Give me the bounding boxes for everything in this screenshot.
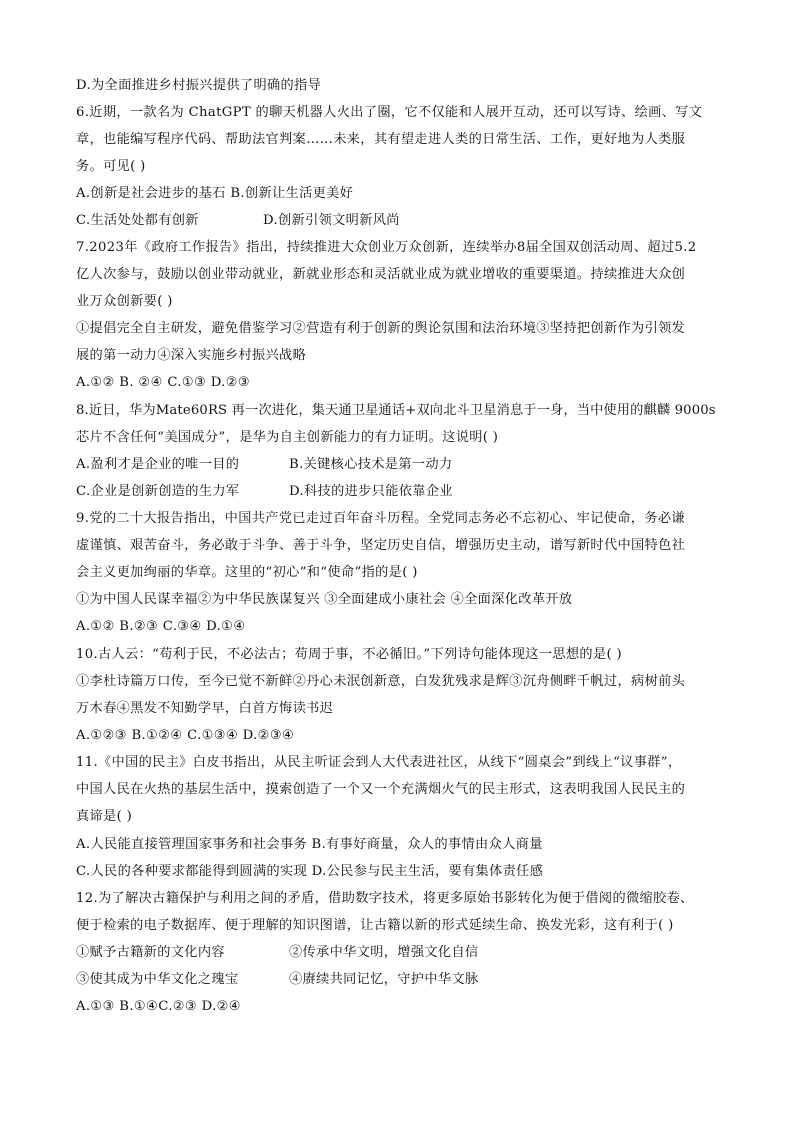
q7-items-line-2: 展的第一动力④深入实施乡村振兴战略 xyxy=(76,348,307,363)
q9-items: ①为中国人民谋幸福②为中华民族谋复兴 ③全面建成小康社会 ④全面深化改革开放 xyxy=(76,592,573,607)
q12-items-row-2 xyxy=(76,971,479,989)
q10-items-line-1: ①李杜诗篇万口传，至今已觉不新鲜②丹心未泯创新意，白发犹残求是辉③沉舟侧畔千帆过，病树前头 xyxy=(76,674,686,689)
q12-item-3: ③使其成为中华文化之瑰宝 xyxy=(76,972,239,987)
q8-options-row-1 xyxy=(76,456,453,474)
q6-options-row-2 xyxy=(76,212,400,230)
q12-options: A.①③ B.①④C.②③ D.②④ xyxy=(76,999,241,1014)
q12-item-1: ①赋予古籍新的文化内容 xyxy=(76,945,225,960)
q11-options-row-1: A.人民能直接管理国家事务和社会事务 B.有事好商量，众人的事情由众人商量 xyxy=(76,837,543,852)
q12-item-4: ④赓续共同记忆，守护中华文脉 xyxy=(289,972,479,987)
q5-option-d: D.为全面推进乡村振兴提供了明确的指导 xyxy=(76,78,322,93)
q7-items-line-1: ①提倡完全自主研发，避免借鉴学习②营造有利于创新的舆论氛围和法治环境③坚持把创新作为引领发 xyxy=(76,321,686,336)
q6-option-c: C.生活处处都有创新 xyxy=(76,213,199,228)
q7-stem-line-1: 7.2023年《政府工作报告》指出，持续推进大众创业万众创新，连续举办8届全国双创活动周、超过5.2 xyxy=(76,240,697,255)
q11-stem-line-3: 真谛是( ) xyxy=(76,809,133,824)
q10-items-line-2: 万木春④黑发不知勤学早，白首方悔读书迟 xyxy=(76,701,334,716)
q12-stem-line-1: 12.为了解决古籍保护与利用之间的矛盾，借助数字技术，将更多原始书影转化为便于借阅的微缩胶卷、 xyxy=(76,891,694,906)
q9-stem-line-3: 会主义更加绚丽的华章。这里的“初心”和“使命”指的是( ) xyxy=(76,565,418,580)
q12-stem-line-2: 便于检索的电子数据库、便于理解的知识图谱，让古籍以新的形式延续生命、换发光彩，这有利于( ) xyxy=(76,918,674,933)
q12-items-row-1 xyxy=(76,944,479,962)
q11-stem-line-1: 11.《中国的民主》白皮书指出，从民主听证会到人大代表进社区，从线下“圆桌会”到线上“议事群”， xyxy=(76,755,682,770)
q9-stem-line-2: 虚谨慎、艰苦奋斗，务必敢于斗争、善于斗争，坚定历史自信，增强历史主动，谱写新时代中国特色社 xyxy=(76,538,686,553)
q11-stem-line-2: 中国人民在火热的基层生活中，摸索创造了一个又一个充满烟火气的民主形式，这表明我国人民民主的 xyxy=(76,782,686,797)
q6-options-row-1: A.创新是社会进步的基石 B.创新让生活更美好 xyxy=(76,186,354,201)
q8-option-b: B.关键核心技术是第一动力 xyxy=(289,457,453,472)
q8-options-row-2 xyxy=(76,483,453,501)
q10-stem: 10.古人云：“苟利于民，不必法古；苟周于事，不必循旧。”下列诗句能体现这一思想的是( ) xyxy=(76,647,623,662)
q10-options: A.①②③ B.①②④ C.①③④ D.②③④ xyxy=(76,728,295,743)
q6-stem-line-1: 6.近期，一款名为 ChatGPT 的聊天机器人火出了圈，它不仅能和人展开互动，还可以写诗、绘画、写文 xyxy=(76,105,703,120)
q12-item-2: ②传承中华文明，增强文化自信 xyxy=(289,945,479,960)
q8-option-d: D.科技的进步只能依靠企业 xyxy=(289,484,453,499)
q7-stem-line-3: 业万众创新要( ) xyxy=(76,294,173,309)
q9-options: A.①② B.②③ C.③④ D.①④ xyxy=(76,619,246,634)
q6-option-d: D.创新引领文明新风尚 xyxy=(263,213,400,228)
q9-stem-line-1: 9.党的二十大报告指出，中国共产党已走过百年奋斗历程。全党同志务必不忘初心、牢记使命，务必谦 xyxy=(76,511,685,526)
q8-stem-line-1: 8.近日，华为Mate60RS 再一次进化，集天通卫星通话+双向北斗卫星消息于一身，当中使用的麒麟 9000s xyxy=(76,403,716,418)
q8-option-a: A.盈利才是企业的唯一目的 xyxy=(76,457,240,472)
q8-stem-line-2: 芯片不含任何“美国成分”，是华为自主创新能力的有力证明。这说明( ) xyxy=(76,430,499,445)
q7-stem-line-2: 亿人次参与，鼓励以创业带动就业，新就业形态和灵活就业成为就业增收的重要渠道。持续推进大众创 xyxy=(76,267,686,282)
q11-options-row-2: C.人民的各种要求都能得到圆满的实现 D.公民参与民主生活，要有集体责任感 xyxy=(76,864,544,879)
q6-stem-line-2: 章，也能编写程序代码、帮助法官判案……未来，其有望走进人类的日常生活、工作，更好地为人类服 xyxy=(76,132,686,147)
q7-options: A.①② B. ②④ C.①③ D.②③ xyxy=(76,375,251,390)
q8-option-c: C.企业是创新创造的生力军 xyxy=(76,484,240,499)
q6-stem-line-3: 务。可见( ) xyxy=(76,159,146,174)
